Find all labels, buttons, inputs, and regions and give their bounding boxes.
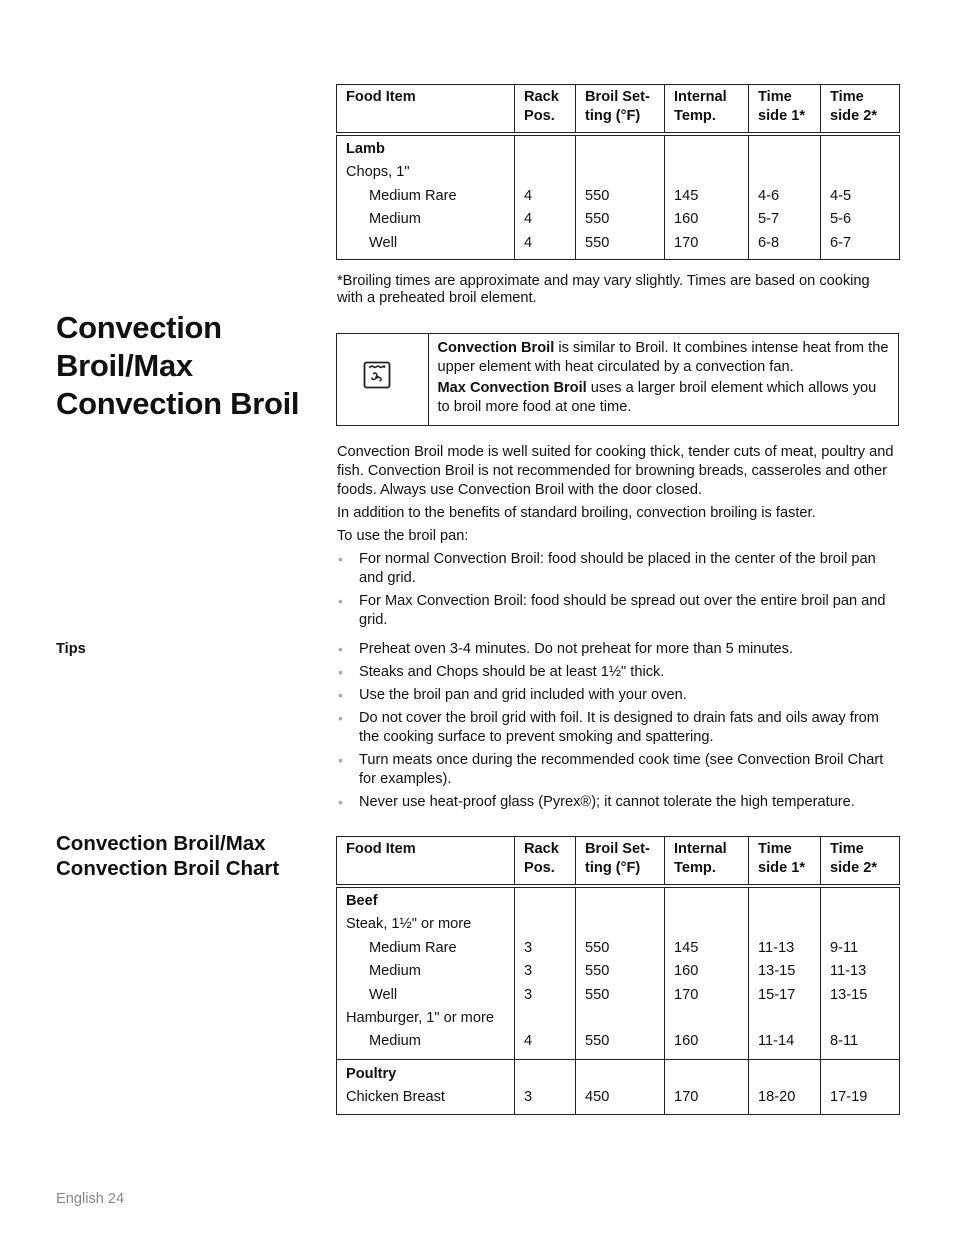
time-side-2-cell: 5-6	[821, 208, 900, 231]
broil-setting-cell: 550	[576, 937, 665, 960]
time-side-1-cell: 4-6	[749, 185, 821, 208]
table-row	[337, 185, 900, 208]
body-paragraph: Convection Broil mode is well suited for cooking thick, tender cuts of meat, poultry and fish. Convection Broil is not recommended for browning breads, casseroles and other foods. Always use Convection Broil with the door closed.	[337, 444, 894, 498]
table-row	[337, 886, 900, 913]
time-side-1-cell: 6-8	[749, 232, 821, 260]
bullet-icon: •	[338, 551, 343, 567]
broil-setting-cell: 550	[576, 185, 665, 208]
section-title-line: Convection Broil	[56, 386, 300, 421]
bullet-icon: •	[338, 794, 343, 810]
broil-setting-cell: 550	[576, 1030, 665, 1059]
note-paragraph: Max Convection Broil uses a larger broil element which allows you to broil more food at one time.	[437, 380, 877, 415]
table-header-row	[337, 85, 900, 135]
list-item: • Preheat oven 3-4 minutes. Do not preheat for more than 5 minutes.	[338, 641, 794, 657]
col-header-internal-temp: Internal Temp.	[665, 85, 749, 135]
table-row	[337, 1059, 900, 1086]
rack-cell: 3	[515, 984, 576, 1007]
rack-cell: 3	[515, 937, 576, 960]
col-header-internal-temp: Internal Temp.	[665, 837, 749, 887]
chart-title-line: Convection Broil/Max	[56, 832, 266, 855]
category-label: Beef	[337, 886, 515, 913]
table-row	[337, 161, 900, 184]
doneness-cell: Well	[337, 232, 515, 260]
list-item: • Do not cover the broil grid with foil. It is designed to drain fats and oils away from the cooking surface to prevent smoking and spattering.	[338, 710, 879, 745]
convection-broil-note-box	[336, 333, 899, 426]
table-row	[337, 134, 900, 161]
doneness-cell: Medium	[337, 960, 515, 983]
internal-temp-cell: 170	[665, 232, 749, 260]
body-paragraph: To use the broil pan:	[337, 528, 469, 544]
bullet-icon: •	[338, 593, 343, 609]
doneness-cell: Medium Rare	[337, 185, 515, 208]
table-row	[337, 1086, 900, 1114]
bullet-icon: •	[338, 710, 343, 726]
internal-temp-cell: 160	[665, 1030, 749, 1059]
list-item: • For normal Convection Broil: food should be placed in the center of the broil pan and grid.	[338, 551, 876, 586]
note-text	[429, 334, 899, 425]
time-side-2-cell: 13-15	[821, 984, 900, 1007]
bullet-icon: •	[338, 752, 343, 768]
rack-cell: 3	[515, 960, 576, 983]
internal-temp-cell: 170	[665, 984, 749, 1007]
body-text	[337, 443, 899, 634]
section-title-line: Convection	[56, 310, 222, 345]
subcategory-label: Hamburger, 1" or more	[337, 1007, 515, 1030]
doneness-cell: Medium Rare	[337, 937, 515, 960]
broil-setting-cell: 550	[576, 208, 665, 231]
time-side-2-cell: 9-11	[821, 937, 900, 960]
broiling-times-footnote: *Broiling times are approximate and may vary slightly. Times are based on cooking with a preheated broil element.	[337, 273, 870, 306]
body-paragraph: In addition to the benefits of standard broiling, convection broiling is faster.	[337, 505, 816, 521]
table-row	[337, 913, 900, 936]
col-header-time-side-2: Time side 2*	[821, 85, 900, 135]
col-header-broil-setting: Broil Set- ting (°F)	[576, 837, 665, 887]
internal-temp-cell: 160	[665, 208, 749, 231]
tips-label: Tips	[56, 641, 86, 657]
bullet-icon: •	[338, 664, 343, 680]
time-side-2-cell: 8-11	[821, 1030, 900, 1059]
broil-setting-cell: 450	[576, 1086, 665, 1114]
table-row	[337, 1030, 900, 1059]
list-item: • For Max Convection Broil: food should be spread out over the entire broil pan and grid.	[338, 593, 886, 628]
table-row	[337, 937, 900, 960]
page-footer: English 24	[56, 1191, 125, 1207]
table-row	[337, 1007, 900, 1030]
col-header-food-item: Food Item	[337, 85, 515, 135]
rack-cell: 4	[515, 185, 576, 208]
broil-setting-cell: 550	[576, 984, 665, 1007]
broil-pan-bullet-list	[337, 550, 899, 630]
rack-cell: 3	[515, 1086, 576, 1114]
table-row	[337, 960, 900, 983]
col-header-food-item: Food Item	[337, 837, 515, 887]
time-side-2-cell: 6-7	[821, 232, 900, 260]
col-header-rack-pos: Rack Pos.	[515, 837, 576, 887]
broil-setting-cell: 550	[576, 960, 665, 983]
chart-title-line: Convection Broil Chart	[56, 857, 280, 880]
category-label: Lamb	[337, 134, 515, 161]
list-item: • Never use heat-proof glass (Pyrex®); it cannot tolerate the high temperature.	[338, 794, 855, 810]
bullet-icon: •	[338, 641, 343, 657]
col-header-broil-setting: Broil Set- ting (°F)	[576, 85, 665, 135]
time-side-1-cell: 5-7	[749, 208, 821, 231]
rack-cell: 4	[515, 1030, 576, 1059]
internal-temp-cell: 160	[665, 960, 749, 983]
rack-cell: 4	[515, 232, 576, 260]
convection-broil-chart-table	[336, 836, 900, 1115]
subcategory-label: Steak, 1½" or more	[337, 913, 515, 936]
subcategory-label: Chops, 1"	[337, 161, 515, 184]
broil-setting-cell: 550	[576, 232, 665, 260]
col-header-time-side-1: Time side 1*	[749, 85, 821, 135]
col-header-time-side-2: Time side 2*	[821, 837, 900, 887]
list-item: • Use the broil pan and grid included with your oven.	[338, 687, 687, 703]
internal-temp-cell: 145	[665, 937, 749, 960]
list-item: • Steaks and Chops should be at least 1½" thick.	[338, 664, 665, 680]
tips-bullet-list	[337, 640, 899, 816]
category-label: Poultry	[337, 1059, 515, 1086]
icon-cell	[337, 334, 429, 425]
internal-temp-cell: 145	[665, 185, 749, 208]
doneness-cell: Well	[337, 984, 515, 1007]
time-side-2-cell: 4-5	[821, 185, 900, 208]
time-side-2-cell: 17-19	[821, 1086, 900, 1114]
chart-title	[56, 831, 326, 881]
lamb-broil-table	[336, 84, 900, 260]
convection-broil-icon	[363, 361, 391, 389]
time-side-1-cell: 11-14	[749, 1030, 821, 1059]
bullet-icon: •	[338, 687, 343, 703]
food-item-cell: Chicken Breast	[337, 1086, 515, 1114]
list-item: • Turn meats once during the recommended cook time (see Convection Broil Chart for examples).	[338, 752, 884, 787]
table-row	[337, 208, 900, 231]
time-side-1-cell: 15-17	[749, 984, 821, 1007]
col-header-time-side-1: Time side 1*	[749, 837, 821, 887]
doneness-cell: Medium	[337, 1030, 515, 1059]
note-paragraph: Convection Broil is similar to Broil. It combines intense heat from the upper element with heat circulated by a convection fan.	[437, 340, 889, 375]
rack-cell: 4	[515, 208, 576, 231]
table-header-row	[337, 837, 900, 887]
time-side-1-cell: 13-15	[749, 960, 821, 983]
time-side-1-cell: 11-13	[749, 937, 821, 960]
internal-temp-cell: 170	[665, 1086, 749, 1114]
col-header-rack-pos: Rack Pos.	[515, 85, 576, 135]
doneness-cell: Medium	[337, 208, 515, 231]
time-side-1-cell: 18-20	[749, 1086, 821, 1114]
section-title	[56, 309, 326, 423]
time-side-2-cell: 11-13	[821, 960, 900, 983]
section-title-line: Broil/Max	[56, 348, 193, 383]
table-row	[337, 984, 900, 1007]
table-row	[337, 232, 900, 260]
